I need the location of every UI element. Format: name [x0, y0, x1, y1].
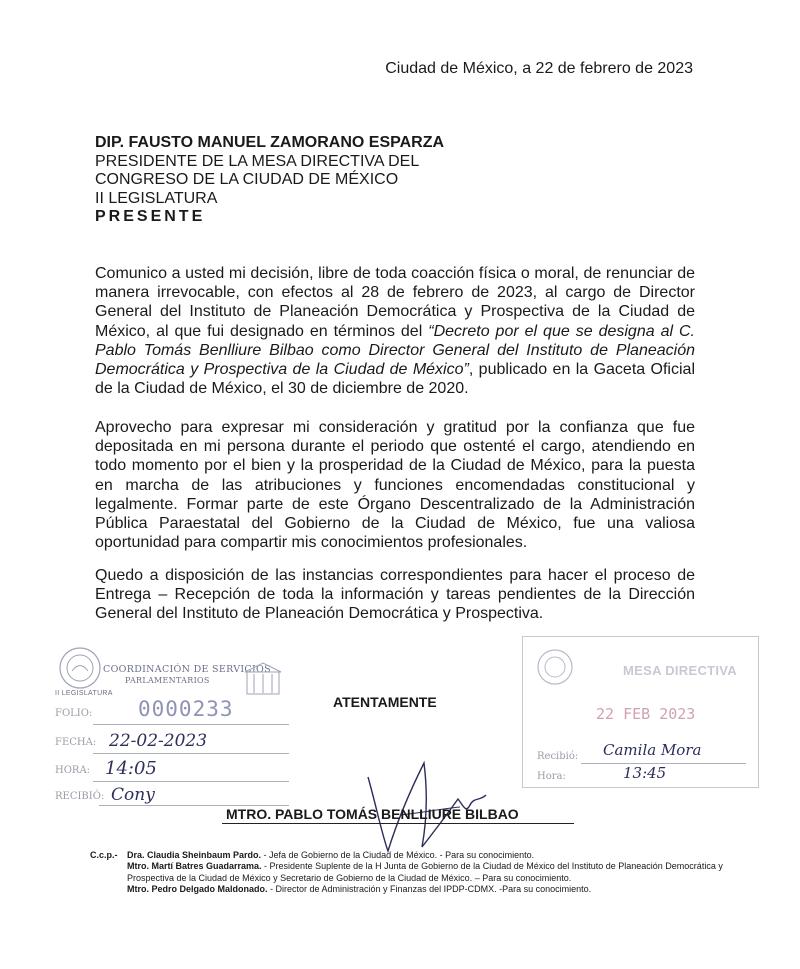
recibio-value: Cony [111, 785, 155, 805]
ccp-entry-text: - Presidente Suplente de la H Junta de Gobierno de la Ciudad de México del Instituto de Planeación Democrática y Prospectiva de la Ciudad de México y Secretario de Gobierno de la Ciudad de México. – Para su conocimiento. [127, 861, 723, 883]
hora-rule [93, 781, 289, 782]
seal-caption: II LEGISLATURA [55, 690, 113, 697]
ccp-entry-name: Mtro. Pedro Delgado Maldonado. [127, 883, 268, 894]
stamp-right-hora-value: 13:45 [623, 764, 667, 782]
ccp-list [127, 850, 727, 895]
stamp-right-recibio-label: Recibió: [537, 751, 579, 762]
recipient-block [95, 134, 444, 227]
fecha-label: FECHA: [55, 737, 97, 748]
fecha-rule [93, 753, 289, 754]
ccp-entry-name: Dra. Claudia Sheinbaum Pardo. [127, 850, 262, 860]
ccp-label: C.c.p.- [90, 850, 118, 860]
paragraph-resignation-part1: Comunico a usted mi decisión, libre de toda coacción física o moral, de renunciar de manera irrevocable, con efectos al 28 de febrero de 2023, al cargo de Director General del Instituto de Planeación Democrática y Prospectiva de la Ciudad de México, al que fui designado en términos del [95, 265, 695, 340]
stamp-office-line2: PARLAMENTARIOS [125, 676, 210, 685]
paragraph-resignation [95, 264, 695, 398]
reception-stamp-right [522, 636, 759, 788]
folio-rule [93, 724, 289, 725]
paragraph-availability: Quedo a disposición de las instancias correspondientes para hacer el proceso de Entrega – Recepción de toda la información y tareas pendientes de la Dirección General del Instituto de Planeación Democrática y Prospectiva. [95, 567, 695, 623]
folio-label: FOLIO: [55, 708, 93, 719]
ccp-entry-text: - Jefa de Gobierno de la Ciudad de México. - Para su conocimiento. [261, 850, 535, 860]
recibio-label: RECIBIÓ: [55, 791, 105, 802]
hora-label: HORA: [55, 765, 91, 776]
recipient-presente: PRESENTE [95, 208, 206, 225]
recipient-title-line1: PRESIDENTE DE LA MESA DIRECTIVA DEL [95, 152, 420, 170]
stamp-right-recibio-value: Camila Mora [603, 741, 702, 759]
signer-name: MTRO. PABLO TOMÁS BENLLIURE BILBAO [226, 806, 519, 822]
paragraph-gratitude: Aprovecho para expresar mi consideración y gratitud por la confianza que fue depositada en mi persona durante el periodo que ostenté el cargo, atendiendo en todo momento por el bien y la prosperidad de la Ciudad de México, para la puesta en marcha de las atribuciones y funciones encomendadas constitucional y legalmente. Formar parte de este Órgano Descentralizado de la Administración Pública Paraestatal del Gobierno de la Ciudad de México, fue una valiosa oportunidad para compartir mis conocimientos profesionales. [95, 419, 695, 552]
closing-salutation: ATENTAMENTE [333, 694, 437, 710]
stamp-right-hora-label: Hora: [537, 771, 566, 782]
fecha-value: 22-02-2023 [109, 731, 208, 751]
paragraph-resignation-part2: , publicado en la Gaceta Oficial de la Ciudad de México, el 30 de diciembre de 2020. [95, 361, 695, 398]
building-icon [243, 660, 283, 698]
congress-seal-icon [535, 647, 575, 687]
folio-value: 0000233 [138, 697, 234, 721]
ccp-entry-name: Mtro. Martí Batres Guadarrama. [127, 861, 262, 872]
recipient-title-line2: CONGRESO DE LA CIUDAD DE MÉXICO [95, 171, 399, 188]
letter-date: Ciudad de México, a 22 de febrero de 2023 [385, 60, 693, 77]
ccp-entry-text: - Director de Administración y Finanzas del IPDP-CDMX. -Para su conocimiento. [267, 883, 592, 894]
ccp-entry [127, 884, 727, 895]
stamp-office-line1: COORDINACIÓN DE SERVICIOS [103, 664, 271, 675]
signature-line [222, 823, 574, 824]
stamp-right-date: 22 FEB 2023 [596, 705, 696, 723]
ccp-entry [127, 850, 727, 861]
decree-citation: “Decreto por el que se designa al C. Pablo Tomás Benlliure Bilbao como Director General del Instituto de Planeación Democrática y Prospectiva de la Ciudad de México” [95, 322, 696, 379]
reception-stamp-left [55, 640, 315, 810]
recipient-title-line3: II LEGISLATURA [95, 189, 218, 207]
hora-value: 14:05 [105, 758, 157, 779]
congress-seal-icon [57, 645, 103, 691]
ccp-entry [127, 861, 727, 884]
recipient-name: DIP. FAUSTO MANUEL ZAMORANO ESPARZA [95, 134, 445, 151]
stamp-right-title: MESA DIRECTIVA [623, 663, 737, 678]
